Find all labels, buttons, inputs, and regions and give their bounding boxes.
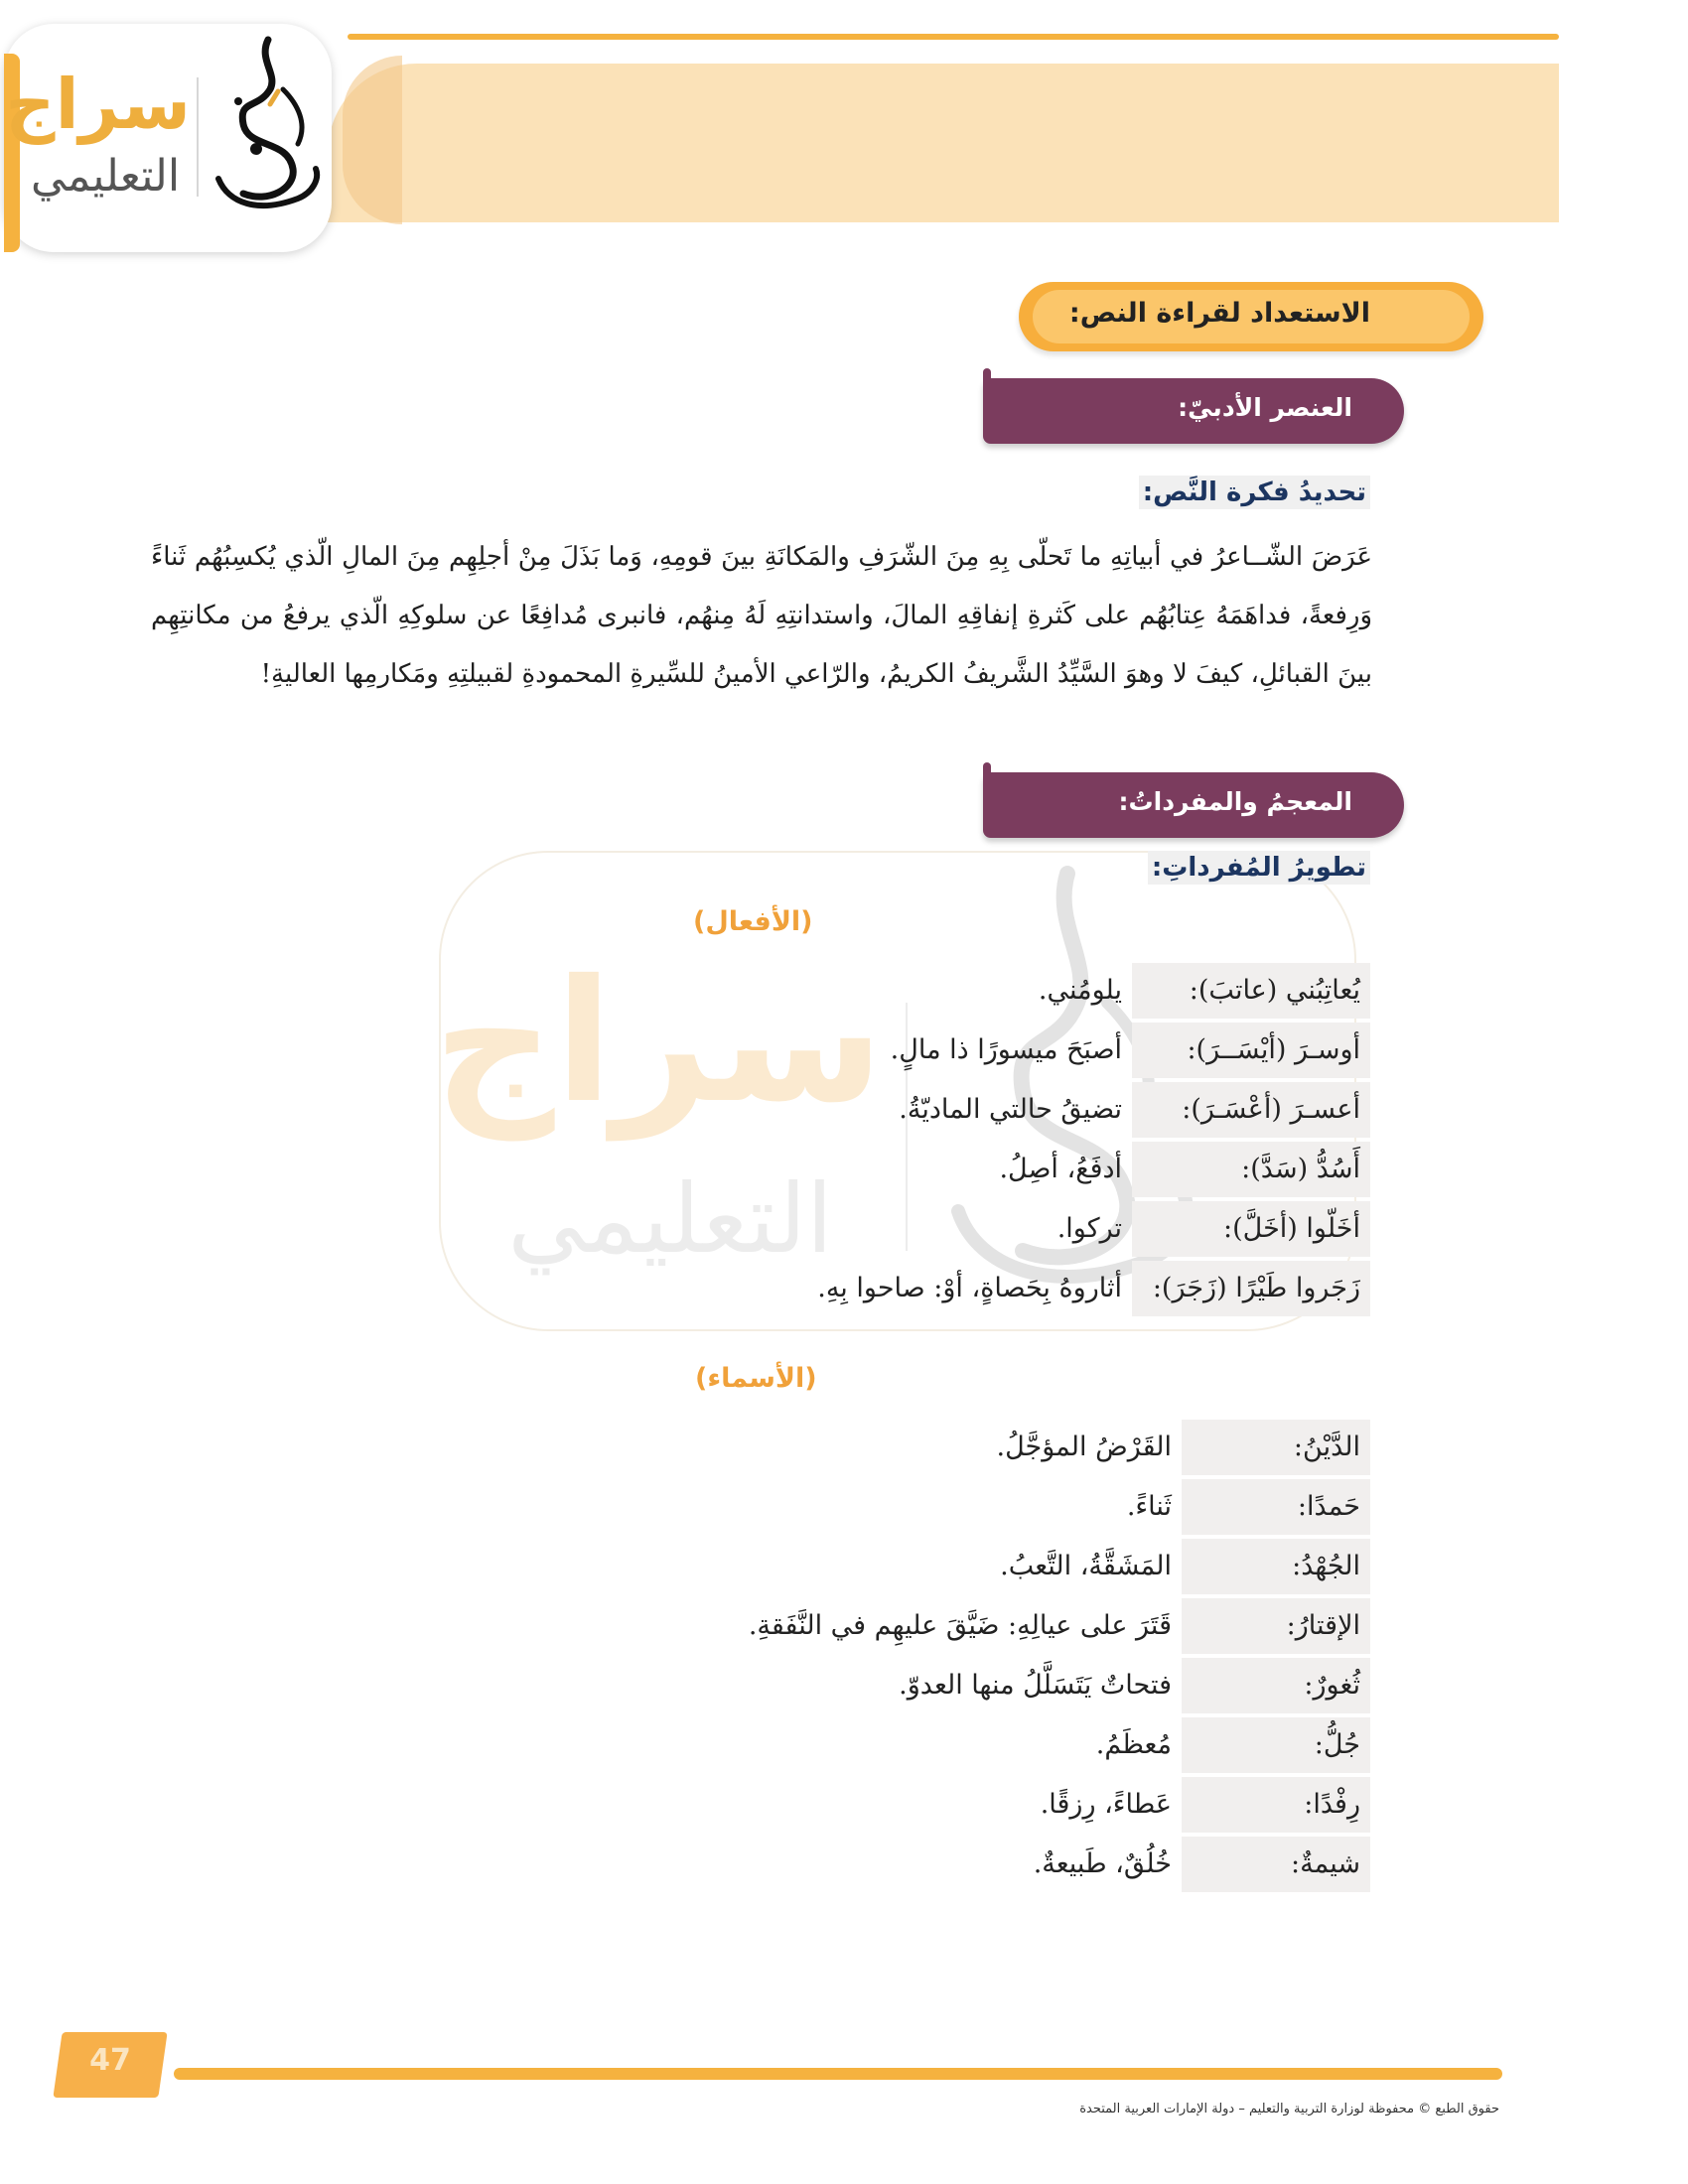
vocab-term: يُعاتِبُني (عاتبَ): (1132, 963, 1370, 1019)
text-idea-heading: تحديدُ فكرة النَّص: (1139, 476, 1370, 509)
vocab-definition: خُلُقٌ، طَبيعةٌ. (1033, 1848, 1172, 1879)
footer-line (174, 2068, 1502, 2080)
copyright-note: حقوق الطبع © محفوظة لوزارة التربية والتعليم – دولة الإمارات العربية المتحدة (1079, 2102, 1499, 2116)
text-idea-paragraph: عَرَضَ الشّــاعرُ في أبياتِهِ ما تَحلّى بِهِ مِنَ الشّرَفِ والمَكانَةِ بينَ قومِهِ، وَما بَذَلَ مِنْ أجلِهِم مِنَ المالِ الّذي يُكسِبُهُم ثَناءً وَرِفعةً، فداهَمَهُ عِتابُهُم على كَثرةِ إنفاقِهِ المالَ، واستدانتِهِ لَهُ مِنهُم، فانبرى مُدافِعًا عن سلوكِهِ الّذي يرفعُ من مكانتِهِم بينَ القبائلِ، كيفَ لا وهوَ السَّيِّدُ الشَّريفُ الكريمُ، والرّاعي الأمينُ للسِّيرةِ المحمودةِ لقبيلتِهِ ومَكارمِها العاليةِ! (151, 542, 1372, 689)
header-band (328, 64, 1559, 222)
vocab-row (735, 1777, 1370, 1833)
vocab-development-heading: تطويرُ المُفرداتِ: (1148, 851, 1370, 885)
vocab-row (735, 1598, 1370, 1654)
lexicon-title: المعجمُ والمفرداتُ: (1118, 787, 1352, 816)
vocab-term: الدَّيْنُ: (1182, 1420, 1370, 1475)
vocab-term: حَمدًا: (1182, 1479, 1370, 1535)
vocab-term: زَجَروا طَيْرًا (زَجَرَ): (1132, 1261, 1370, 1316)
vocab-definition: تركوا. (1056, 1213, 1122, 1244)
vocab-definition: أثاروهُ بِحَصاةٍ، أوْ: صاحوا بِهِ. (817, 1273, 1122, 1303)
vocab-term: ثُغورٌ: (1182, 1658, 1370, 1713)
logo-subtitle: التعليمي (30, 151, 181, 202)
vocab-definition: تضيقُ حالتي الماديّةُ. (899, 1094, 1122, 1125)
watermark-name: سراج (433, 944, 884, 1141)
vocab-row (794, 963, 1370, 1019)
verbs-label: (الأفعال) (693, 906, 813, 937)
nouns-label: (الأسماء) (695, 1363, 817, 1394)
vocab-definition: قَتَرَ على عيالِهِ: ضَيَّقَ عليهِم في النَّفَقةِ. (748, 1610, 1172, 1641)
literary-element-title: العنصر الأدبيّ: (1178, 393, 1352, 422)
vocab-term: أخَلّوا (أخَلَّ): (1132, 1201, 1370, 1257)
vocab-term: الجُهْدُ: (1182, 1539, 1370, 1594)
header-top-line (348, 34, 1559, 40)
vocab-row (794, 1201, 1370, 1257)
vocab-term: جُلُّ: (1182, 1717, 1370, 1773)
vocab-term: أعسـرَ (أعْسَـرَ): (1132, 1082, 1370, 1138)
lexicon-banner (983, 772, 1404, 838)
vocab-row (735, 1420, 1370, 1475)
vocab-term: أوسـرَ (أيْسَــرَ): (1132, 1023, 1370, 1078)
vocab-term: شيمةٌ: (1182, 1837, 1370, 1892)
vocab-row (735, 1717, 1370, 1773)
vocab-row (794, 1261, 1370, 1316)
vocab-definition: عَطاءً، رِزقًا. (1040, 1789, 1172, 1820)
vocab-term: أَسُدُّ (سَدَّ): (1132, 1142, 1370, 1197)
logo-name: سراج (5, 64, 191, 145)
calligraphy-logo-icon (199, 30, 328, 218)
vocab-row (735, 1479, 1370, 1535)
vocab-term: الإقتارُ: (1182, 1598, 1370, 1654)
vocab-definition: يلومُني. (1038, 975, 1122, 1006)
vocab-definition: القَرْضُ المؤجَّلُ. (996, 1432, 1172, 1462)
vocab-definition: مُعظَمُ. (1095, 1729, 1172, 1760)
literary-element-banner (983, 378, 1404, 444)
vocab-row (794, 1023, 1370, 1078)
vocab-definition: ثَناءً. (1126, 1491, 1172, 1522)
vocab-row (735, 1539, 1370, 1594)
vocab-definition: أصبَحَ ميسورًا ذا مالٍ. (890, 1034, 1122, 1065)
vocab-definition: أدفَعُ، أصِلُ. (999, 1154, 1122, 1184)
vocab-definition: فتحاتٌ يَتَسَلَّلُ منها العدوّ. (899, 1670, 1172, 1701)
vocab-row (794, 1082, 1370, 1138)
reading-prep-title: الاستعداد لقراءة النص: (1068, 298, 1370, 329)
vocab-row (794, 1142, 1370, 1197)
vocab-row (735, 1837, 1370, 1892)
vocab-definition: المَشَقَّةُ، التَّعبُ. (1000, 1551, 1172, 1581)
vocab-row (735, 1658, 1370, 1713)
vocab-term: رِفْدًا: (1182, 1777, 1370, 1833)
page-number: 47 (89, 2043, 131, 2078)
watermark-subtitle: التعليمي (507, 1163, 833, 1275)
